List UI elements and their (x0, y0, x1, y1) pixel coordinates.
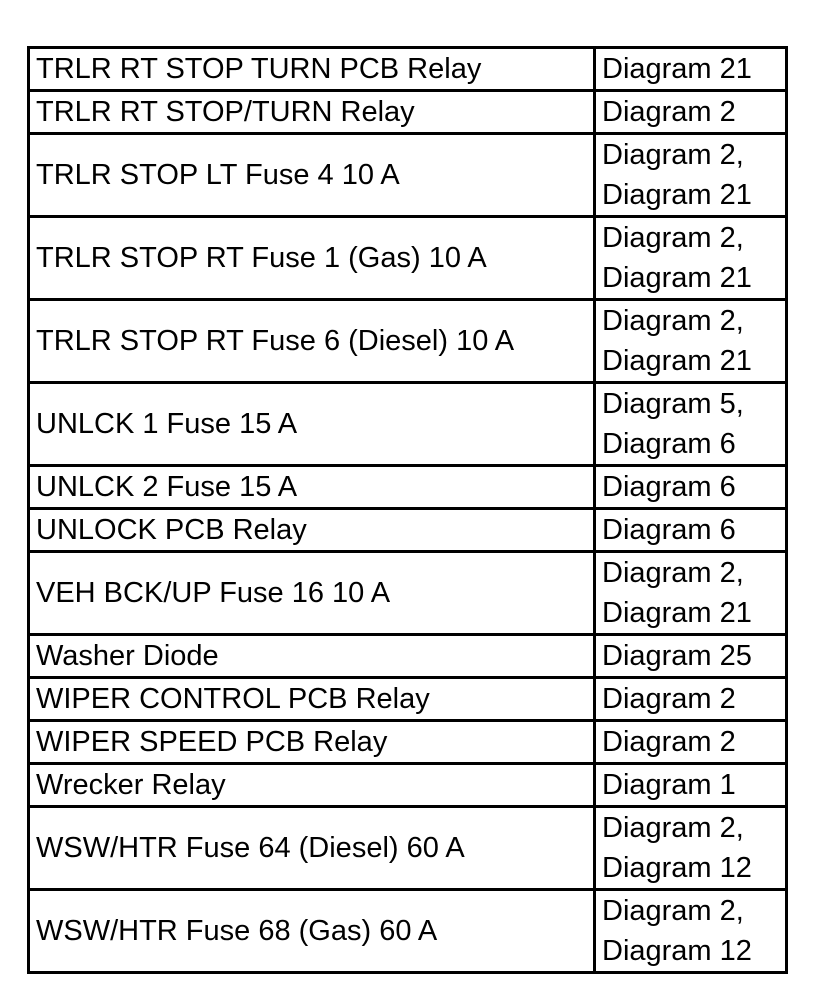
component-cell: TRLR STOP LT Fuse 4 10 A (29, 134, 595, 217)
diagram-ref: Diagram 2 (602, 726, 736, 758)
table-row (29, 134, 787, 217)
table-row (29, 678, 787, 721)
diagram-ref-cell (595, 383, 787, 466)
diagram-ref: Diagram 1 (602, 769, 736, 801)
component-diagram-index-table (27, 46, 788, 974)
table-row (29, 635, 787, 678)
component-cell: UNLOCK PCB Relay (29, 509, 595, 552)
diagram-ref: Diagram 2, (602, 139, 744, 171)
diagram-ref: Diagram 21 (602, 53, 752, 85)
table-row (29, 807, 787, 890)
component-cell: WIPER CONTROL PCB Relay (29, 678, 595, 721)
diagram-ref: Diagram 6 (602, 428, 736, 460)
table-row (29, 890, 787, 973)
diagram-ref-cell (595, 48, 787, 91)
table-row (29, 383, 787, 466)
diagram-ref: Diagram 25 (602, 640, 752, 672)
diagram-ref-cell (595, 764, 787, 807)
component-cell: TRLR STOP RT Fuse 1 (Gas) 10 A (29, 217, 595, 300)
diagram-ref: Diagram 2, (602, 895, 744, 927)
table-row (29, 91, 787, 134)
diagram-ref: Diagram 2, (602, 222, 744, 254)
component-cell: Wrecker Relay (29, 764, 595, 807)
diagram-ref-cell (595, 509, 787, 552)
component-cell: TRLR RT STOP/TURN Relay (29, 91, 595, 134)
diagram-ref: Diagram 2 (602, 683, 736, 715)
table-row (29, 300, 787, 383)
diagram-ref-cell (595, 91, 787, 134)
diagram-ref: Diagram 12 (602, 852, 752, 884)
diagram-ref-cell (595, 721, 787, 764)
diagram-ref: Diagram 21 (602, 597, 752, 629)
diagram-ref: Diagram 5, (602, 388, 744, 420)
diagram-ref-cell (595, 300, 787, 383)
diagram-ref: Diagram 21 (602, 262, 752, 294)
component-cell: Washer Diode (29, 635, 595, 678)
component-cell: WSW/HTR Fuse 64 (Diesel) 60 A (29, 807, 595, 890)
diagram-ref: Diagram 2, (602, 305, 744, 337)
component-cell: WIPER SPEED PCB Relay (29, 721, 595, 764)
diagram-ref: Diagram 2, (602, 557, 744, 589)
component-cell: WSW/HTR Fuse 68 (Gas) 60 A (29, 890, 595, 973)
component-cell: UNLCK 2 Fuse 15 A (29, 466, 595, 509)
diagram-ref-cell (595, 678, 787, 721)
table-row (29, 721, 787, 764)
diagram-ref-cell (595, 466, 787, 509)
component-cell: VEH BCK/UP Fuse 16 10 A (29, 552, 595, 635)
table-row (29, 48, 787, 91)
diagram-ref: Diagram 6 (602, 514, 736, 546)
diagram-ref: Diagram 2 (602, 96, 736, 128)
diagram-ref: Diagram 12 (602, 935, 752, 967)
diagram-ref: Diagram 6 (602, 471, 736, 503)
diagram-ref-cell (595, 134, 787, 217)
diagram-ref-cell (595, 890, 787, 973)
diagram-ref-cell (595, 552, 787, 635)
table-row (29, 764, 787, 807)
component-cell: UNLCK 1 Fuse 15 A (29, 383, 595, 466)
diagram-ref-cell (595, 635, 787, 678)
table-row (29, 552, 787, 635)
component-cell: TRLR RT STOP TURN PCB Relay (29, 48, 595, 91)
diagram-ref: Diagram 21 (602, 345, 752, 377)
diagram-ref: Diagram 2, (602, 812, 744, 844)
table-row (29, 217, 787, 300)
diagram-ref: Diagram 21 (602, 179, 752, 211)
table-row (29, 509, 787, 552)
diagram-ref-cell (595, 807, 787, 890)
component-cell: TRLR STOP RT Fuse 6 (Diesel) 10 A (29, 300, 595, 383)
table-row (29, 466, 787, 509)
diagram-ref-cell (595, 217, 787, 300)
table-body (29, 48, 787, 973)
